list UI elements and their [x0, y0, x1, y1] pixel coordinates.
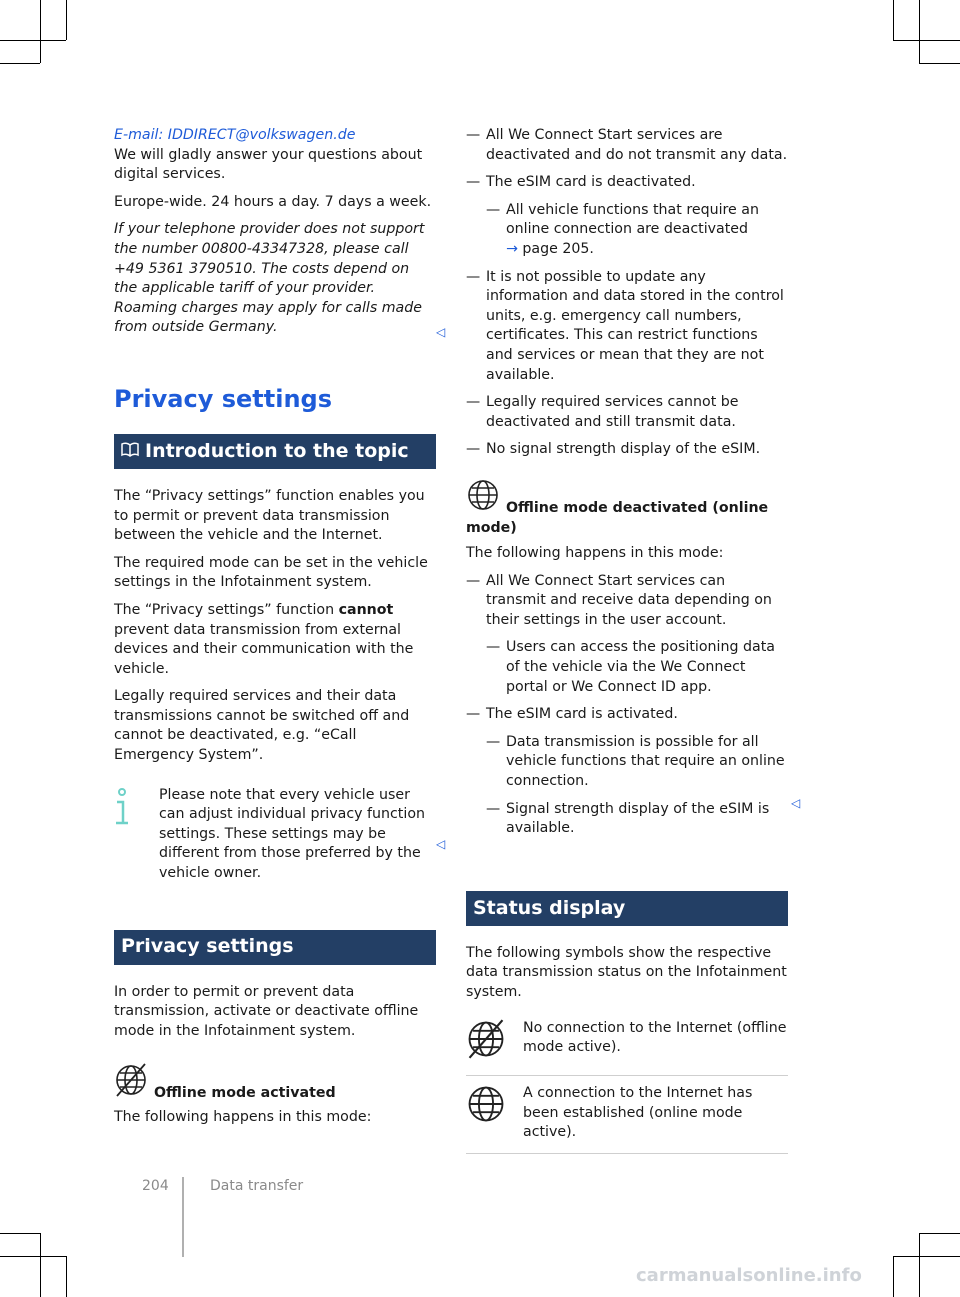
list-item-text: Data transmission is possible for all vehicle functions that require an online connection.	[506, 733, 785, 790]
list-item-text: It is not possible to update any information and data stored in the control units, e.g. emergency call numbers, certificates. This can restrict functions and services or mean that they are not available.	[486, 268, 784, 383]
online-mode-title	[466, 478, 788, 538]
list-item-text: All We Connect Start services can transmit and receive data depending on their settings in the user account.	[486, 572, 772, 628]
status-bar-title: Status display	[473, 896, 626, 919]
list-item-text: The eSIM card is activated.	[486, 706, 678, 723]
list-item: — Legally required services cannot be deactivated and still transmit data.	[466, 393, 788, 432]
crop-mark	[919, 0, 920, 63]
offline-mode-label: Offline mode activated	[154, 1085, 336, 1102]
list-item-text: Legally required services cannot be deactivated and still transmit data.	[486, 394, 739, 430]
crop-mark	[893, 0, 894, 40]
crop-mark	[919, 1233, 920, 1297]
availability-text: Europe-wide. 24 hours a day. 7 days a week.	[114, 193, 432, 210]
section-heading: Privacy settings	[114, 384, 333, 413]
email-link[interactable]: E-mail: IDDIRECT@volkswagen.de	[114, 127, 356, 143]
intro-bar	[114, 434, 436, 469]
list-item: — The eSIM card is activated.	[466, 705, 788, 725]
info-icon	[114, 788, 130, 833]
bold-text: cannot	[338, 601, 394, 618]
crop-mark	[40, 1233, 41, 1297]
arrow-icon: →	[506, 240, 518, 257]
globe-online-icon	[466, 1084, 523, 1131]
list-item-text: Signal strength display of the eSIM is available.	[506, 800, 770, 837]
list-item: — The eSIM card is deactivated.	[466, 173, 788, 193]
globe-online-icon	[466, 478, 506, 519]
page-number: 204	[142, 1178, 169, 1194]
offline-lead: The following happens in this mode:	[114, 1109, 372, 1125]
end-mark-icon: ◁	[436, 837, 446, 851]
list-item: — It is not possible to update any information and data stored in the control units, e.g. emergency call numbers, certificates. This can restrict functions and services or mean that they are not available.	[466, 268, 788, 386]
book-icon	[121, 442, 141, 462]
globe-offline-icon	[114, 1063, 154, 1104]
crop-mark	[893, 1256, 894, 1297]
page-ref-link[interactable]: page 205.	[522, 240, 594, 257]
crop-mark	[0, 63, 40, 64]
right-column	[466, 126, 788, 1154]
list-item-text: Users can access the positioning data of the vehicle via the We Connect portal or We Connect ID app.	[506, 639, 775, 695]
help-text: We will gladly answer your questions about digital services.	[114, 146, 423, 183]
intro-paragraph: The required mode can be set in the vehicle settings in the Infotainment system.	[114, 554, 428, 591]
crop-mark	[0, 1233, 40, 1234]
status-row-offline	[466, 1011, 788, 1077]
intro-bar-title: Introduction to the topic	[145, 439, 409, 462]
crop-mark	[66, 1256, 67, 1297]
info-note-text: Please note that every vehicle user can adjust individual privacy function settings. These settings may be different from those preferred by the vehicle owner.	[159, 786, 425, 882]
online-lead: The following happens in this mode:	[466, 545, 724, 562]
online-mode-label: Offline mode deactivated (online mode)	[466, 499, 769, 536]
list-item: — Data transmission is possible for all vehicle functions that require an online connection.	[466, 733, 788, 792]
crop-mark	[919, 63, 960, 64]
list-item: — All We Connect Start services can transmit and receive data depending on their settings in the user account.	[466, 572, 788, 631]
footer-section: Data transfer	[210, 1178, 304, 1194]
status-intro: The following symbols show the respective data transmission status on the Infotainment system.	[466, 944, 787, 1000]
text-span: The “Privacy settings” function	[114, 601, 339, 618]
list-item: — All We Connect Start services are deactivated and do not transmit any data.	[466, 126, 788, 165]
text-span: prevent data transmission from external devices and their communication with the vehicle.	[114, 621, 414, 677]
status-offline-text: No connection to the Internet (offline mode active).	[523, 1019, 787, 1056]
status-row-online	[466, 1076, 788, 1154]
settings-bar	[114, 930, 436, 965]
crop-mark	[0, 1256, 66, 1257]
list-item: — No signal strength display of the eSIM.	[466, 440, 788, 460]
footer-divider	[182, 1177, 184, 1257]
list-item: — All vehicle functions that require an online connection are deactivated → page 205.	[486, 201, 759, 257]
offline-mode-title	[114, 1063, 436, 1104]
crop-mark	[919, 1233, 960, 1234]
end-mark-icon: ◁	[791, 796, 801, 810]
left-column	[114, 126, 436, 1136]
crop-mark	[0, 40, 66, 41]
list-item-text: All vehicle functions that require an online connection are deactivated	[506, 201, 759, 238]
crop-mark	[893, 40, 960, 41]
status-online-text: A connection to the Internet has been established (online mode active).	[523, 1085, 753, 1141]
info-note	[114, 786, 436, 884]
globe-offline-icon	[466, 1019, 523, 1066]
phone-note: If your telephone provider does not support the number 00800-43347328, please call +49 5361 3790510. The costs depend on the applicable tariff of your provider. Roaming charges may apply for calls made from outside Germany.	[114, 221, 425, 336]
settings-paragraph: In order to permit or prevent data transmission, activate or deactivate offline mode in the Infotainment system.	[114, 983, 419, 1039]
intro-paragraph	[114, 601, 436, 679]
status-bar	[466, 891, 788, 926]
watermark: carmanualsonline.info	[636, 1265, 862, 1286]
settings-bar-title: Privacy settings	[121, 935, 294, 958]
list-item: — Users can access the positioning data of the vehicle via the We Connect portal or We Connect ID app.	[466, 638, 788, 697]
end-mark-icon: ◁	[436, 325, 446, 339]
list-item: — Signal strength display of the eSIM is available.	[466, 800, 788, 839]
crop-mark	[40, 0, 41, 63]
crop-mark	[66, 0, 67, 40]
intro-paragraph: Legally required services and their data transmissions cannot be switched off and cannot be deactivated, e.g. “eCall Emergency System”.	[114, 688, 410, 764]
crop-mark	[893, 1256, 960, 1257]
intro-paragraph: The “Privacy settings” function enables you to permit or prevent data transmission between the vehicle and the Internet.	[114, 487, 425, 544]
list-item-text: The eSIM card is deactivated.	[486, 174, 696, 191]
list-item-text: No signal strength display of the eSIM.	[486, 441, 761, 458]
list-item-text: All We Connect Start services are deactivated and do not transmit any data.	[486, 127, 788, 163]
